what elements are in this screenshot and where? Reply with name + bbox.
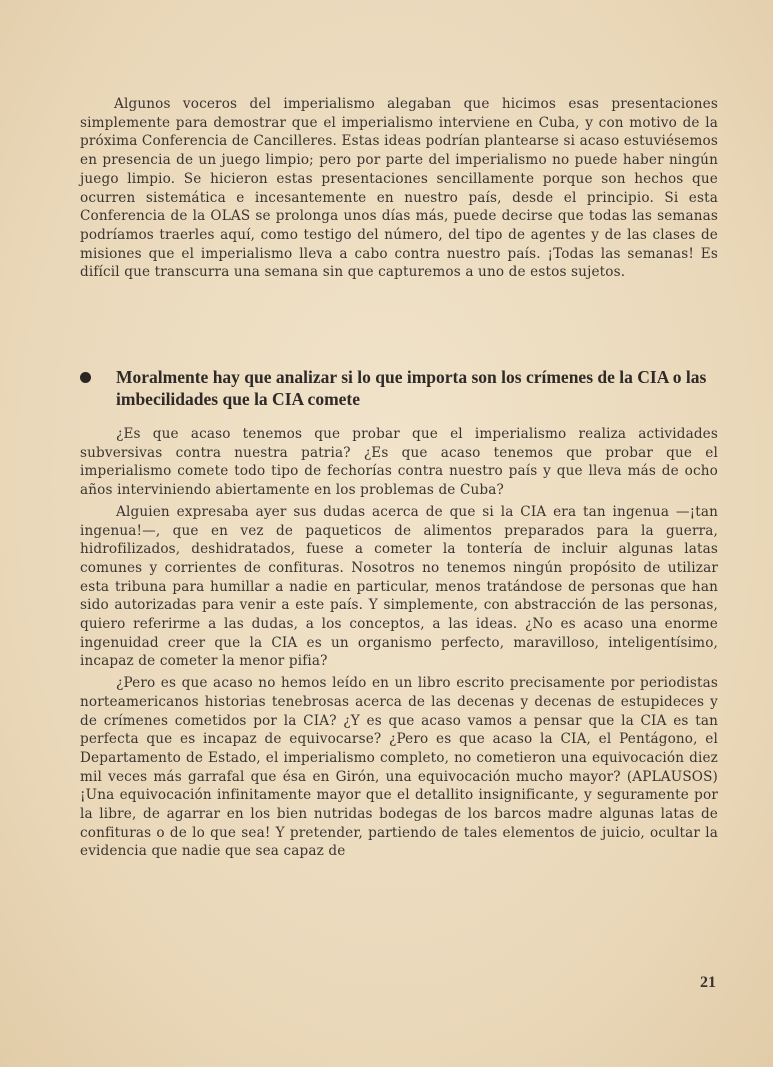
section-heading-text: Moralmente hay que analizar si lo que importa son los crímenes de la CIA o las imbecilidades que la CIA comete (116, 367, 707, 409)
page-number: 21 (700, 974, 716, 991)
body-paragraph-1: Algunos voceros del imperialismo alegaban que hicimos esas presentaciones simplemente para demostrar que el imperialismo interviene en Cuba, y con motivo de la próxima Conferencia de Cancilleres. Estas ideas podrían plantearse si acaso estuviésemos en presencia de un juego limpio; pero por parte del imperialismo no puede haber ningún juego limpio. Se hicieron estas presentaciones sencillamente porque son hechos que ocurren sistemática e incesantemente en nuestro país, desde el principio. Si esta Conferencia de la OLAS se prolonga unos días más, puede decirse que todas las semanas podríamos traerles aquí, como testigo del número, del tipo de agentes y de las clases de misiones que el imperialismo lleva a cabo contra nuestro país. ¡Todas las semanas! Es difícil que transcurra una semana sin que capturemos a uno de estos sujetos. (80, 96, 718, 281)
bullet-icon (80, 372, 91, 383)
section-body (80, 425, 718, 864)
body-paragraph-2: ¿Es que acaso tenemos que probar que el imperialismo realiza actividades subversivas contra nuestra patria? ¿Es que acaso tenemos que probar que el imperialismo comete todo tipo de fechorías contra nuestro país y que lleva más de ocho años interviniendo abiertamente en los problemas de Cuba? (80, 426, 718, 499)
body-paragraph-4: ¿Pero es que acaso no hemos leído en un libro escrito precisamente por periodistas norteamericanos historias tenebrosas acerca de las decenas y decenas de estupideces y de crímenes cometidos por la CIA? ¿Y es que acaso vamos a pensar que la CIA es tan perfecta que es incapaz de equivocarse? ¿Pero es que acaso la CIA, el Pentágono, el Departamento de Estado, el imperialismo completo, no cometieron una equivocación diez mil veces más garrafal que ésa en Girón, una equivocación mucho mayor? (APLAUSOS) ¡Una equivocación infinitamente mayor que el detallito insignificante, y seguramente por la libre, de agarrar en los bien nutridas bodegas de los barcos madre algunas latas de confituras o de lo que sea! Y pretender, partiendo de tales elementos de juicio, ocultar la evidencia que nadie que sea capaz de (80, 675, 718, 860)
body-paragraph-3: Alguien expresaba ayer sus dudas acerca de que si la CIA era tan ingenua —¡tan ingenua!—, que en vez de paqueticos de alimentos preparados para la guerra, hidrofilizados, deshidratados, fuese a cometer la tontería de incluir algunas latas comunes y corrientes de confituras. Nosotros no tenemos ningún propósito de utilizar esta tribuna para humillar a nadie en particular, menos tratándose de personas que han sido autorizadas para venir a este país. Y simplemente, con abstracción de las personas, quiero referirme a las dudas, a los conceptos, a las ideas. ¿No es acaso una enorme ingenuidad creer que la CIA es un organismo perfecto, maravilloso, inteligentísimo, incapaz de cometer la menor pifia? (80, 503, 718, 670)
section-heading (80, 366, 740, 410)
